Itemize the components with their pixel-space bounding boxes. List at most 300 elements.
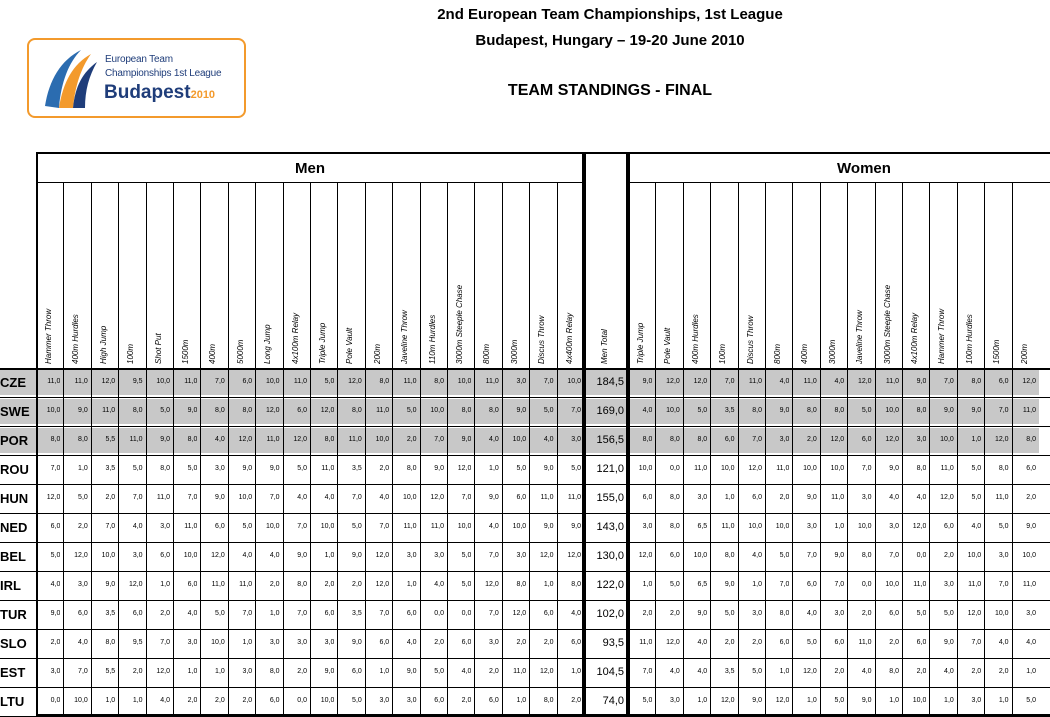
score-cell: 4,0 [752, 552, 762, 559]
score-cell: 5,0 [697, 407, 708, 414]
score-cell: 7,0 [297, 523, 307, 530]
score-cell: 8,0 [215, 407, 225, 414]
score-cell: 5,0 [543, 407, 554, 414]
row-divider [0, 426, 1050, 427]
score-cell: 9,0 [78, 407, 88, 414]
score-cell: 5,0 [461, 581, 472, 588]
score-cell: 1,0 [571, 668, 581, 675]
score-cell: 3,0 [50, 668, 61, 675]
score-cell: 12,0 [156, 668, 170, 675]
score-cell: 7,0 [489, 610, 499, 617]
score-cell: 9,0 [944, 639, 954, 646]
score-cell: 9,0 [807, 494, 817, 501]
score-cell: 4,0 [998, 639, 1009, 646]
score-cell: 2,0 [132, 668, 143, 675]
score-cell: 6,0 [834, 639, 845, 646]
column-divider [474, 182, 475, 716]
score-cell: 1,0 [379, 668, 390, 675]
score-cell: 5,0 [352, 523, 362, 530]
document-subtitle: Budapest, Hungary – 19-20 June 2010 [475, 32, 745, 49]
men-total-cell: 155,0 [596, 492, 624, 504]
score-cell: 7,0 [215, 378, 225, 385]
column-divider [875, 182, 876, 716]
score-cell: 9,0 [105, 581, 116, 588]
score-cell: 10,0 [720, 465, 735, 472]
score-cell: 3,0 [916, 436, 927, 443]
score-cell: 8,0 [160, 465, 170, 472]
score-cell: 9,0 [697, 610, 708, 617]
score-cell: 10,0 [940, 436, 954, 443]
score-cell: 1,0 [324, 552, 335, 559]
score-cell: 7,0 [269, 494, 280, 501]
men-event-header: 100m [126, 343, 136, 364]
score-cell: 8,0 [379, 378, 390, 385]
score-cell: 11,0 [639, 639, 653, 646]
score-cell: 9,0 [543, 523, 554, 530]
score-cell: 11,0 [885, 378, 899, 385]
score-cell: 6,0 [642, 494, 653, 501]
score-cell: 6,0 [187, 581, 198, 588]
score-cell: 7,0 [724, 378, 735, 385]
score-cell: 4,0 [697, 639, 708, 646]
score-cell: 11,0 [567, 494, 581, 501]
score-cell: 9,0 [242, 465, 253, 472]
score-cell: 3,0 [132, 552, 143, 559]
score-cell: 1,0 [160, 581, 170, 588]
score-cell: 2,0 [352, 581, 362, 588]
women-event-header: 400m [800, 343, 810, 364]
score-cell: 9,0 [543, 465, 554, 472]
score-cell: 11,0 [540, 494, 554, 501]
score-cell: 7,0 [998, 407, 1009, 414]
men-total-header: Men Total [600, 329, 609, 364]
score-cell: 12,0 [348, 378, 362, 385]
women-event-header: 100m [718, 343, 728, 364]
score-cell: 12,0 [1022, 378, 1036, 385]
score-cell: 8,0 [461, 407, 472, 414]
score-cell: 4,0 [971, 523, 982, 530]
score-cell: 11,0 [293, 378, 307, 385]
column-divider [420, 182, 421, 716]
score-cell: 4,0 [78, 639, 88, 646]
score-cell: 1,0 [998, 697, 1009, 704]
score-cell: 10,0 [430, 407, 444, 414]
score-cell: 4,0 [242, 552, 253, 559]
team-code: TUR [0, 607, 27, 622]
score-cell: 11,0 [321, 465, 335, 472]
score-cell: 3,0 [807, 523, 817, 530]
score-cell: 12,0 [74, 552, 88, 559]
score-cell: 8,0 [916, 465, 927, 472]
women-event-header: 800m [773, 343, 782, 364]
score-cell: 5,0 [215, 610, 225, 617]
column-divider [1012, 182, 1013, 716]
score-cell: 6,0 [297, 407, 307, 414]
men-event-header: Pole Vault [345, 327, 355, 364]
score-cell: 11,0 [803, 378, 817, 385]
score-cell: 1,0 [944, 697, 954, 704]
score-cell: 12,0 [666, 639, 680, 646]
score-cell: 5,0 [461, 552, 472, 559]
score-cell: 7,0 [50, 465, 61, 472]
score-cell: 6,0 [571, 639, 581, 646]
score-cell: 7,0 [78, 668, 88, 675]
score-cell: 5,0 [916, 610, 927, 617]
score-cell: 9,0 [971, 407, 982, 414]
men-total-cell: 169,0 [596, 405, 624, 417]
score-cell: 0,0 [50, 697, 61, 704]
column-divider [710, 182, 711, 716]
score-cell: 12,0 [748, 465, 762, 472]
score-cell: 6,0 [489, 697, 499, 704]
score-cell: 1,0 [78, 465, 88, 472]
score-cell: 11,0 [74, 378, 88, 385]
score-cell: 4,0 [406, 639, 417, 646]
column-divider [738, 182, 739, 716]
men-event-header: 110m Hurdles [427, 314, 437, 364]
score-cell: 6,0 [132, 610, 143, 617]
men-event-header: Hammer Throw [44, 308, 53, 364]
column-divider [255, 182, 256, 716]
score-cell: 9,0 [352, 552, 362, 559]
score-cell: 1,0 [889, 697, 899, 704]
score-cell: 1,0 [834, 523, 845, 530]
men-total-cell: 74,0 [602, 695, 624, 707]
column-divider [228, 182, 229, 716]
score-cell: 2,0 [215, 697, 225, 704]
score-cell: 1,0 [406, 581, 417, 588]
score-cell: 11,0 [156, 494, 170, 501]
score-cell: 8,0 [297, 581, 307, 588]
score-cell: 8,0 [724, 552, 735, 559]
score-cell: 8,0 [434, 378, 444, 385]
score-cell: 12,0 [128, 581, 143, 588]
score-cell: 1,0 [807, 697, 817, 704]
score-cell: 1,0 [187, 668, 198, 675]
score-cell: 6,0 [670, 552, 680, 559]
score-cell: 12,0 [430, 494, 444, 501]
score-cell: 4,0 [861, 668, 872, 675]
score-cell: 3,5 [352, 610, 362, 617]
score-cell: 3,0 [406, 697, 417, 704]
score-cell: 11,0 [403, 523, 417, 530]
score-cell: 5,0 [642, 697, 653, 704]
score-cell: 0,0 [670, 465, 680, 472]
score-cell: 9,0 [779, 407, 790, 414]
score-cell: 7,0 [242, 610, 253, 617]
score-cell: 8,0 [406, 465, 417, 472]
score-cell: 5,0 [434, 668, 444, 675]
women-event-header: 400m Hurdles [690, 314, 700, 364]
score-cell: 2,0 [642, 610, 653, 617]
score-cell: 8,0 [489, 407, 499, 414]
men-total-cell: 156,5 [596, 434, 624, 446]
score-cell: 12,0 [803, 668, 817, 675]
score-cell: 3,0 [944, 581, 954, 588]
team-code: SWE [0, 404, 30, 419]
score-cell: 5,0 [571, 465, 581, 472]
score-cell: 11,0 [940, 465, 954, 472]
score-cell: 8,0 [889, 668, 899, 675]
score-cell: 9,0 [215, 494, 225, 501]
column-divider [765, 182, 766, 716]
score-cell: 4,0 [379, 494, 390, 501]
score-cell: 0,0 [461, 610, 472, 617]
score-cell: 4,0 [779, 378, 790, 385]
team-code: ROU [0, 462, 29, 477]
score-cell: 1,0 [516, 697, 527, 704]
score-cell: 10,0 [375, 436, 390, 443]
row-divider [0, 513, 1050, 514]
column-divider [902, 182, 903, 716]
score-cell: 9,0 [1026, 523, 1036, 530]
score-cell: 12,0 [666, 378, 680, 385]
score-cell: 5,0 [406, 407, 417, 414]
score-cell: 11,0 [513, 668, 527, 675]
column-divider [392, 182, 393, 716]
men-event-header: 200m [372, 343, 382, 364]
score-cell: 3,0 [971, 697, 982, 704]
men-event-header: Javeline Throw [400, 310, 410, 364]
score-cell: 10,0 [885, 407, 899, 414]
score-cell: 8,0 [352, 407, 362, 414]
score-cell: 3,0 [642, 523, 653, 530]
column-divider [63, 182, 64, 716]
team-code: LTU [0, 694, 25, 709]
section-divider [628, 182, 1050, 183]
score-cell: 5,0 [807, 639, 817, 646]
score-cell: 12,0 [293, 436, 307, 443]
score-cell: 8,0 [670, 523, 680, 530]
score-cell: 6,0 [916, 639, 927, 646]
score-cell: 10,0 [512, 523, 527, 530]
score-cell: 0,0 [434, 610, 444, 617]
score-cell: 7,0 [160, 639, 170, 646]
score-cell: 3,0 [78, 581, 88, 588]
document-title: 2nd European Team Championships, 1st League [437, 6, 783, 23]
men-event-header: 1500m [181, 339, 190, 364]
score-cell: 4,0 [489, 436, 499, 443]
score-cell: 5,0 [998, 523, 1009, 530]
score-cell: 5,0 [78, 494, 88, 501]
women-event-header: Javeline Throw [855, 310, 865, 364]
score-cell: 7,0 [971, 639, 982, 646]
header-divider [0, 368, 1050, 370]
score-cell: 7,0 [752, 436, 762, 443]
score-cell: 8,0 [543, 697, 554, 704]
score-cell: 3,0 [379, 697, 390, 704]
score-cell: 5,0 [132, 465, 143, 472]
score-cell: 12,0 [238, 436, 253, 443]
score-cell: 6,5 [697, 581, 708, 588]
score-cell: 6,0 [998, 378, 1009, 385]
score-cell: 3,0 [160, 523, 170, 530]
score-cell: 11,0 [776, 465, 790, 472]
score-cell: 11,0 [913, 581, 927, 588]
score-cell: 7,0 [105, 523, 116, 530]
score-cell: 2,0 [187, 697, 198, 704]
score-cell: 3,0 [406, 552, 417, 559]
team-code: SLO [0, 636, 27, 651]
score-cell: 4,0 [461, 668, 472, 675]
score-cell: 12,0 [457, 465, 472, 472]
column-divider [365, 182, 366, 716]
score-cell: 4,0 [543, 436, 554, 443]
score-cell: 4,0 [1026, 639, 1036, 646]
score-cell: 9,0 [944, 407, 954, 414]
score-cell: 9,0 [889, 465, 899, 472]
score-cell: 6,5 [697, 523, 708, 530]
score-cell: 10,0 [638, 465, 653, 472]
team-code: NED [0, 520, 28, 535]
column-divider [929, 182, 930, 716]
men-total-cell: 93,5 [602, 637, 624, 649]
score-cell: 10,0 [101, 552, 116, 559]
men-event-header: High Jump [98, 325, 108, 364]
row-divider [0, 455, 1050, 456]
women-event-header: Pole Vault [663, 327, 673, 364]
score-cell: 5,0 [861, 407, 872, 414]
score-cell: 11,0 [239, 581, 253, 588]
score-cell: 12,0 [775, 697, 790, 704]
score-cell: 10,0 [885, 581, 899, 588]
score-cell: 11,0 [858, 639, 872, 646]
column-divider [337, 182, 338, 716]
standings-heading: TEAM STANDINGS - FINAL [507, 82, 713, 99]
score-cell: 3,0 [1026, 610, 1036, 617]
score-cell: 8,0 [50, 436, 61, 443]
score-cell: 3,0 [324, 639, 335, 646]
score-cell: 7,0 [571, 407, 581, 414]
score-cell: 5,5 [105, 436, 116, 443]
score-cell: 5,0 [50, 552, 61, 559]
score-cell: 7,0 [434, 436, 444, 443]
score-cell: 10,0 [693, 552, 708, 559]
score-cell: 6,0 [242, 378, 253, 385]
score-cell: 6,0 [78, 610, 88, 617]
score-cell: 10,0 [666, 407, 680, 414]
column-divider [447, 182, 448, 716]
score-cell: 2,0 [998, 668, 1009, 675]
score-cell: 1,0 [752, 581, 762, 588]
score-cell: 6,0 [889, 610, 899, 617]
men-event-header: 4x400m Relay [564, 312, 574, 364]
score-cell: 7,0 [642, 668, 653, 675]
score-cell: 3,0 [571, 436, 581, 443]
score-cell: 2,0 [105, 494, 116, 501]
team-code: IRL [0, 578, 21, 593]
score-cell: 9,0 [642, 378, 653, 385]
score-cell: 11,0 [995, 494, 1009, 501]
score-cell: 4,0 [834, 378, 845, 385]
score-cell: 4,0 [297, 494, 307, 501]
women-section-frame [628, 152, 1050, 716]
score-cell: 0,0 [916, 552, 927, 559]
column-divider [984, 182, 985, 716]
score-cell: 7,0 [861, 465, 872, 472]
score-cell: 2,0 [543, 639, 554, 646]
score-cell: 9,0 [187, 407, 198, 414]
score-cell: 8,0 [78, 436, 88, 443]
score-cell: 8,0 [324, 436, 335, 443]
score-cell: 8,0 [779, 610, 790, 617]
score-cell: 2,0 [406, 436, 417, 443]
score-cell: 10,0 [457, 378, 472, 385]
score-cell: 3,0 [697, 494, 708, 501]
score-cell: 9,0 [269, 465, 280, 472]
men-event-header: 5000m [235, 339, 245, 364]
score-cell: 10,0 [211, 639, 225, 646]
score-cell: 5,0 [670, 581, 680, 588]
score-cell: 8,0 [571, 581, 581, 588]
score-cell: 9,0 [406, 668, 417, 675]
row-divider [0, 687, 1050, 688]
score-cell: 10,0 [265, 378, 280, 385]
score-cell: 12,0 [830, 436, 845, 443]
score-cell: 9,0 [489, 494, 499, 501]
score-cell: 6,0 [461, 639, 472, 646]
score-cell: 1,0 [132, 697, 143, 704]
score-cell: 11,0 [184, 378, 198, 385]
men-total-cell: 102,0 [596, 608, 624, 620]
row-divider [0, 571, 1050, 572]
men-event-header: 800m [482, 343, 492, 364]
score-cell: 2,0 [489, 668, 499, 675]
score-cell: 3,0 [297, 639, 307, 646]
team-code: BEL [0, 549, 26, 564]
men-total-cell: 184,5 [596, 376, 624, 388]
score-cell: 10,0 [512, 436, 527, 443]
score-cell: 9,5 [132, 639, 143, 646]
score-cell: 12,0 [539, 552, 554, 559]
score-cell: 6,0 [379, 639, 390, 646]
score-cell: 12,0 [265, 407, 280, 414]
score-cell: 12,0 [720, 697, 735, 704]
score-cell: 3,5 [724, 668, 735, 675]
score-cell: 12,0 [46, 494, 61, 501]
score-cell: 12,0 [940, 494, 954, 501]
score-cell: 12,0 [211, 552, 225, 559]
score-cell: 10,0 [775, 523, 790, 530]
column-divider [820, 182, 821, 716]
score-cell: 3,0 [998, 552, 1009, 559]
score-cell: 5,0 [1026, 697, 1036, 704]
score-cell: 11,0 [348, 436, 362, 443]
score-cell: 12,0 [320, 407, 335, 414]
women-event-header: 1500m [992, 339, 1002, 364]
score-cell: 11,0 [721, 523, 735, 530]
score-cell: 9,0 [861, 697, 872, 704]
score-cell: 11,0 [211, 581, 225, 588]
score-cell: 4,0 [187, 610, 198, 617]
men-event-header: 3000m [509, 339, 519, 364]
score-cell: 8,0 [132, 407, 143, 414]
score-cell: 5,0 [160, 407, 170, 414]
row-divider [0, 629, 1050, 630]
women-event-header: Discus Throw [745, 315, 755, 364]
score-cell: 2,0 [461, 697, 472, 704]
score-cell: 4,0 [324, 494, 335, 501]
score-cell: 8,0 [752, 407, 762, 414]
score-cell: 8,0 [105, 639, 116, 646]
score-cell: 4,0 [889, 494, 899, 501]
score-cell: 1,0 [724, 494, 735, 501]
score-cell: 8,0 [1026, 436, 1036, 443]
column-divider [847, 182, 848, 716]
score-cell: 10,0 [320, 523, 335, 530]
women-event-header: 200m [1019, 343, 1029, 364]
men-event-header: Long Jump [263, 324, 273, 364]
